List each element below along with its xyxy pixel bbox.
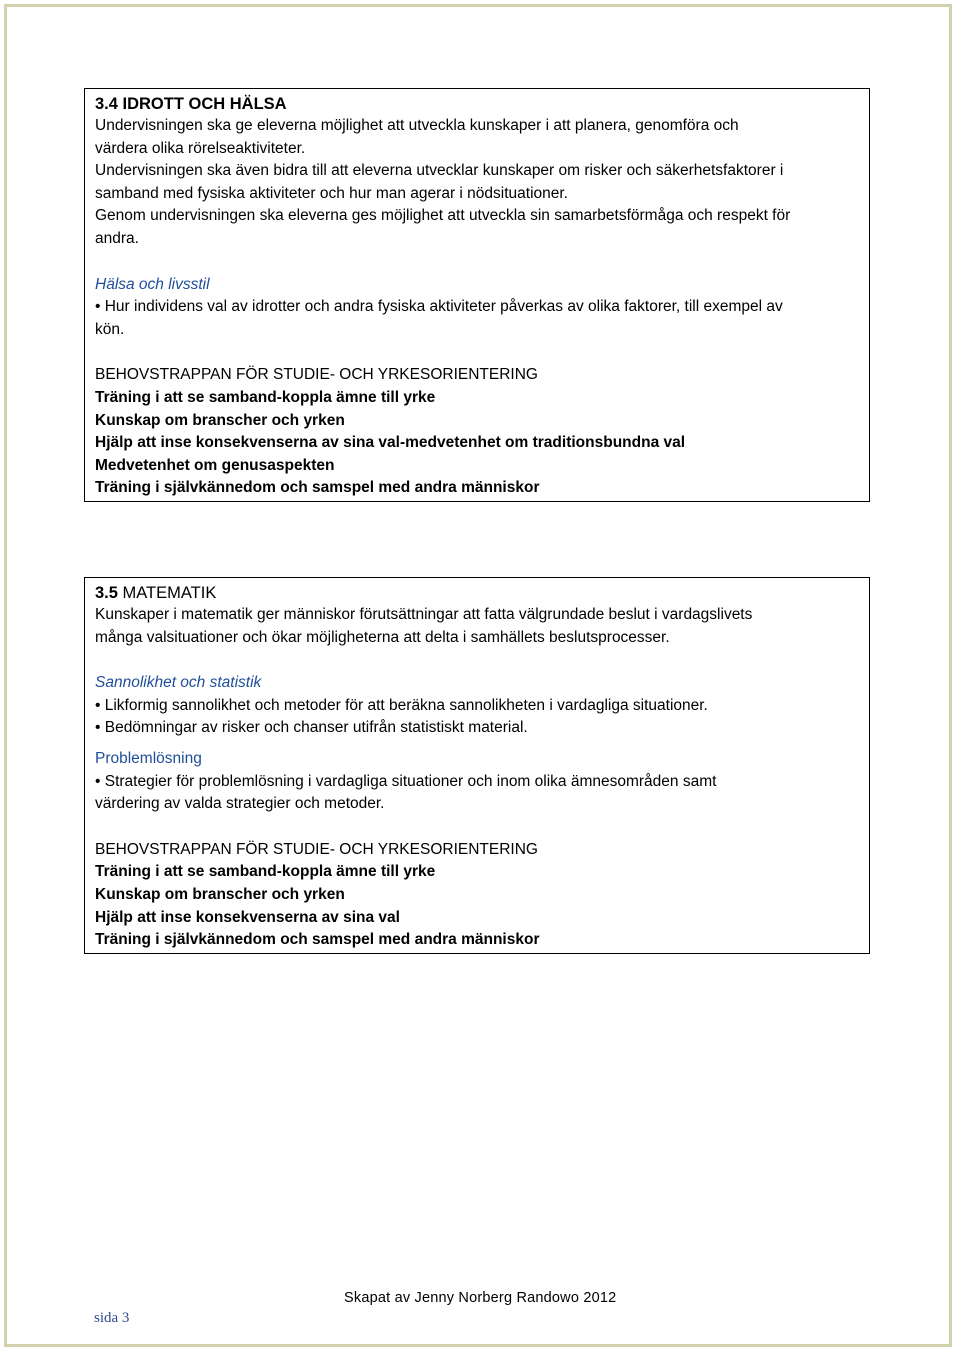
behovstrappan-item: Träning i självkännedom och samspel med andra människor — [95, 479, 540, 497]
paragraph-line: samband med fysiska aktiviteter och hur man agerar i nödsituationer. — [95, 184, 568, 202]
bullet-line: kön. — [95, 320, 125, 338]
subheading-halsa: Hälsa och livsstil — [95, 275, 210, 293]
behovstrappan-item: Träning i att se samband-koppla ämne till yrke — [95, 863, 436, 881]
footer-author: Skapat av Jenny Norberg Randowo 2012 — [344, 1290, 617, 1306]
bullet-line: • Bedömningar av risker och chanser utifrån statistiskt material. — [95, 719, 528, 737]
section-idrott-box — [84, 88, 870, 502]
behovstrappan-item: Kunskap om branscher och yrken — [95, 411, 345, 429]
subheading-sannolikhet: Sannolikhet och statistik — [95, 674, 262, 692]
bullet-line: • Hur individens val av idrotter och andra fysiska aktiviteter påverkas av olika faktorer, till exempel av — [95, 298, 783, 316]
paragraph-line: Genom undervisningen ska eleverna ges möjlighet att utveckla sin samarbetsförmåga och respekt för — [95, 207, 791, 225]
paragraph-line: andra. — [95, 229, 139, 247]
behovstrappan-item: Hjälp att inse konsekvenserna av sina val — [95, 908, 400, 926]
behovstrappan-item: Träning i självkännedom och samspel med andra människor — [95, 931, 540, 949]
behovstrappan-item: Hjälp att inse konsekvenserna av sina val-medvetenhet om traditionsbundna val — [95, 434, 686, 452]
paragraph-line: många valsituationer och ökar möjligheterna att delta i samhällets beslutsprocesser. — [95, 628, 670, 646]
section-title: MATEMATIK — [117, 584, 217, 602]
section-number: 3.5 — [95, 584, 118, 602]
section-matematik-box — [84, 577, 870, 954]
section-heading — [95, 582, 859, 604]
paragraph-line: Undervisningen ska även bidra till att eleverna utvecklar kunskaper om risker och säkerhetsfaktorer i — [95, 162, 784, 180]
behovstrappan-item: Träning i att se samband-koppla ämne till yrke — [95, 388, 436, 406]
behovstrappan-title: BEHOVSTRAPPAN FÖR STUDIE- OCH YRKESORIENTERING — [95, 840, 538, 858]
behovstrappan-item: Kunskap om branscher och yrken — [95, 885, 345, 903]
paragraph-line: Undervisningen ska ge eleverna möjlighet att utveckla kunskaper i att planera, genomföra och — [95, 117, 739, 134]
page-number: sida 3 — [94, 1310, 130, 1326]
behovstrappan-title: BEHOVSTRAPPAN FÖR STUDIE- OCH YRKESORIENTERING — [95, 366, 538, 384]
bullet-line: • Strategier för problemlösning i vardagliga situationer och inom olika ämnesområden samt — [95, 772, 717, 790]
bullet-line: värdering av valda strategier och metoder. — [95, 795, 385, 813]
behovstrappan-item: Medvetenhet om genusaspekten — [95, 456, 335, 474]
paragraph-line: värdera olika rörelseaktiviteter. — [95, 139, 306, 157]
section-heading: 3.4 IDROTT OCH HÄLSA — [95, 95, 287, 113]
paragraph-line: Kunskaper i matematik ger människor förutsättningar att fatta välgrundade beslut i vardagslivets — [95, 606, 753, 623]
bullet-line: • Likformig sannolikhet och metoder för att beräkna sannolikheten i vardagliga situationer. — [95, 696, 708, 714]
subheading-problemlosning: Problemlösning — [95, 749, 202, 767]
